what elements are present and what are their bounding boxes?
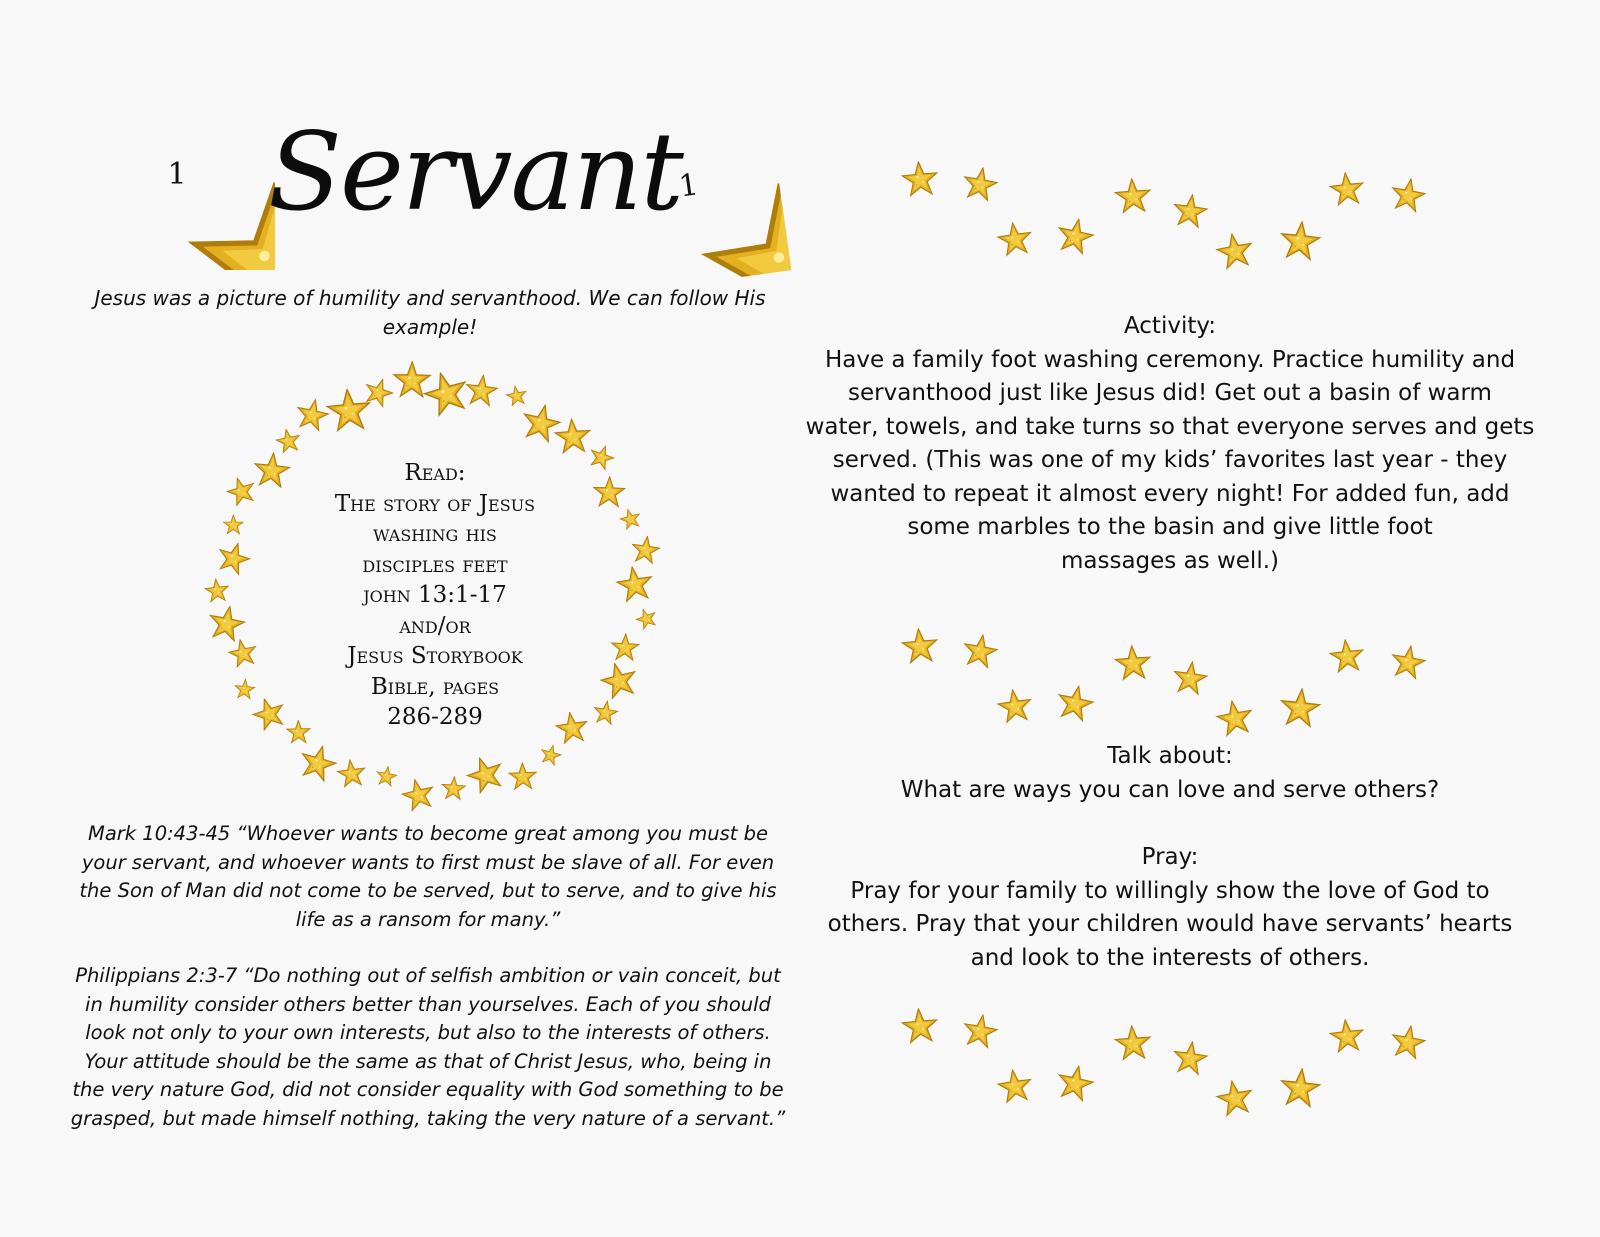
page-title: Servant (268, 110, 682, 235)
read-box (270, 458, 600, 733)
wave-star-icon (901, 1007, 938, 1043)
wave-star-icon (1055, 1063, 1096, 1102)
ring-star-icon (520, 401, 563, 443)
subtitle (80, 284, 780, 342)
verse-line: Your attitude should be the same as that of Christ Jesus, who, being in (84, 1049, 772, 1073)
ring-star-icon (336, 758, 366, 787)
wave-star-icon (961, 632, 999, 668)
talk-section (800, 740, 1540, 807)
activity-line: massages as well.) (1060, 547, 1280, 574)
ring-star-icon (223, 515, 243, 534)
verse-line: your servant, and whoever wants to first must be slave of all. For even (81, 850, 775, 874)
wave-star-icon (996, 688, 1033, 724)
read-line: The story of Jesus (334, 490, 536, 517)
wave-star-icon (1114, 178, 1151, 213)
wave-star-icon (1172, 660, 1209, 696)
pray-heading: Pray: (1141, 844, 1199, 870)
pray-line: Pray for your family to willingly show the love of God to (850, 877, 1490, 904)
activity-line: servanthood just like Jesus did! Get out a basin of warm (848, 380, 1492, 406)
ring-star-icon (611, 633, 640, 660)
star-number-left: 1 (167, 157, 187, 192)
ring-star-icon (505, 384, 528, 406)
wave-star-icon (1329, 1018, 1365, 1053)
ring-star-icon (554, 418, 591, 453)
ring-star-icon (630, 534, 661, 564)
verse-line: Philippians 2:3-7 “Do nothing out of selfish ambition or vain conceit, but (75, 964, 781, 987)
ring-star-icon (463, 752, 507, 794)
wave-star-icon (1389, 1023, 1427, 1059)
read-line: john 13:1-17 (363, 582, 507, 608)
ring-star-icon (400, 776, 437, 812)
wave-star-icon (1329, 638, 1365, 673)
verse-line: life as a ransom for many.” (295, 907, 561, 931)
activity-line: Have a family foot washing ceremony. Practice humility and (824, 346, 1516, 373)
read-line: Bible, pages (370, 673, 500, 700)
ring-star-icon (441, 776, 466, 800)
wave-star-icon (996, 221, 1033, 257)
ring-star-icon (539, 743, 563, 767)
wave-star-icon (996, 1068, 1033, 1104)
wave-star-icon (1215, 231, 1255, 270)
verse-line: grasped, but made himself nothing, taking the very nature of a servant.” (70, 1106, 786, 1130)
read-line: Read: (404, 460, 466, 486)
wave-star-icon (901, 627, 938, 663)
ring-star-icon (215, 539, 253, 576)
ring-star-icon (618, 507, 642, 531)
verse-mark (58, 820, 798, 934)
ring-star-icon (464, 373, 498, 406)
verse-line: look not only to your own interests, but also to the interests of others. (85, 1021, 771, 1045)
subtitle-line: example! (382, 315, 478, 339)
activity-section (800, 310, 1540, 578)
ring-star-icon (234, 678, 256, 699)
read-line: washing his (373, 521, 497, 547)
ring-star-icon (224, 474, 258, 507)
activity-line: some marbles to the basin and give little foot (907, 514, 1433, 540)
wave-star-icon (1172, 1040, 1209, 1076)
pray-line: others. Pray that your children would have servants’ hearts (827, 911, 1513, 937)
wave-star-icon (1055, 683, 1096, 722)
verse-line: the very nature God, did not consider equality with God something to be (72, 1078, 784, 1102)
activity-heading: Activity: (1123, 313, 1217, 339)
wave-star-icon (1389, 643, 1427, 679)
verse-philippians (58, 962, 798, 1134)
ring-star-icon (204, 578, 230, 603)
ring-star-icon (326, 388, 371, 431)
wave-star-icon (1389, 176, 1427, 212)
talk-heading: Talk about: (1107, 743, 1233, 769)
ring-star-icon (227, 637, 259, 668)
ring-star-icon (294, 396, 330, 431)
verse-line: the Son of Man did not come to be served, but to serve, and to give his (79, 879, 777, 903)
read-line: 286-289 (387, 704, 483, 730)
read-line: and/or (399, 612, 471, 639)
ring-star-icon (598, 660, 640, 700)
wave-star-icon (1215, 698, 1255, 737)
wave-star-icon (1172, 193, 1209, 229)
ring-star-icon (615, 564, 654, 602)
ring-star-icon (393, 361, 430, 396)
wave-star-icon (901, 160, 938, 196)
ring-star-icon (362, 375, 396, 408)
verse-line: in humility consider others better than yourselves. Each of you should (85, 992, 771, 1016)
wave-star-icon (961, 165, 999, 201)
subtitle-line: Jesus was a picture of humility and servanthood. We can follow His (94, 286, 766, 310)
wave-star-icon (1329, 171, 1365, 206)
verse-line: Mark 10:43-45 “Whoever wants to become great among you must be (88, 822, 768, 845)
ring-star-icon (634, 606, 659, 631)
pray-section (800, 841, 1540, 975)
ring-star-icon (420, 367, 471, 417)
wave-star-icon (1055, 216, 1096, 255)
wave-star-icon (1279, 687, 1321, 727)
big-star-left (100, 95, 275, 270)
wave-star-icon (1279, 1067, 1321, 1107)
activity-line: served. (This was one of my kids’ favorites last year - they (832, 447, 1508, 473)
ring-star-icon (375, 765, 398, 787)
ring-star-icon (297, 742, 339, 783)
wave-star-icon (1215, 1078, 1255, 1117)
ring-star-icon (274, 427, 302, 454)
read-line: Jesus Storybook (347, 643, 523, 669)
wave-star-icon (1114, 1025, 1151, 1060)
wave-star-icon (1279, 220, 1321, 260)
ring-star-icon (509, 762, 537, 789)
ring-star-icon (207, 603, 247, 642)
read-line: disciples feet (362, 551, 508, 578)
star-number-right: 1 (676, 167, 701, 205)
activity-line: water, towels, and take turns so that everyone serves and gets (805, 413, 1535, 440)
talk-line: What are ways you can love and serve others? (900, 776, 1440, 803)
wave-star-icon (961, 1012, 999, 1048)
activity-line: wanted to repeat it almost every night! For added fun, add (830, 480, 1510, 507)
wave-star-icon (1114, 645, 1151, 680)
pray-line: and look to the interests of others. (970, 944, 1370, 971)
